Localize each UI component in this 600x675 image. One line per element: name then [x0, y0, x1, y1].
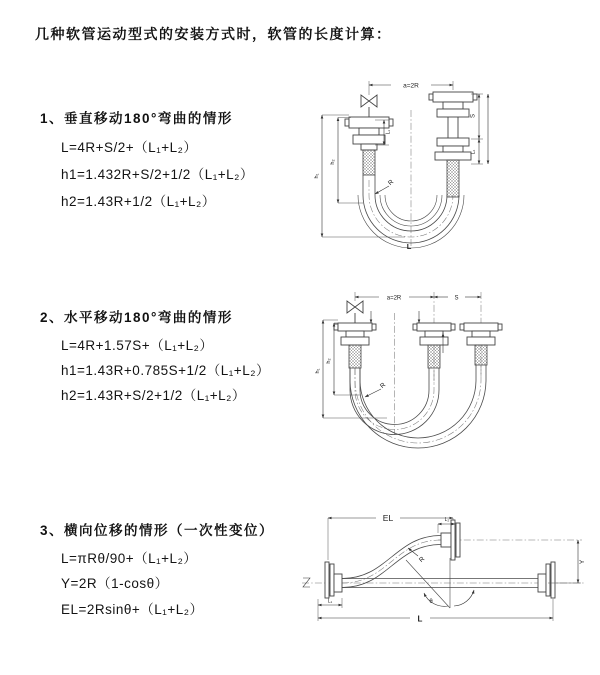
- label-h1: h₁: [315, 368, 321, 374]
- label-l: L: [406, 242, 412, 251]
- section-2-formula-h1: h1=1.43R+0.785S+1/2（L₁+L₂）: [61, 363, 270, 378]
- label-l: L: [417, 614, 423, 624]
- flange-left: [334, 323, 376, 368]
- braided-section-middle: [428, 345, 440, 368]
- section-3-formula-Y: Y=2R（1-cosθ）: [61, 576, 169, 591]
- label-l1: L₁: [327, 598, 333, 605]
- label-r: R: [417, 555, 427, 565]
- pipe-break-symbol: [303, 578, 310, 587]
- label-y: Y: [579, 559, 586, 565]
- section-1-formula-h2: h2=1.43R+1/2（L₁+L₂）: [61, 194, 216, 209]
- diagram-horizontal-bend: [305, 283, 595, 458]
- page-title: 几种软管运动型式的安装方式时，软管的长度计算：: [35, 26, 392, 42]
- dim-a2r: [369, 81, 453, 90]
- diagram-vertical-bend: [305, 70, 590, 265]
- braided-section-right: [475, 345, 487, 365]
- label-a2r: a=2R: [403, 82, 419, 90]
- section-2-formula-h2: h2=1.43R+S/2+1/2（L₁+L₂）: [61, 388, 246, 403]
- label-el: EL: [382, 513, 394, 523]
- label-l1: L₁: [385, 129, 392, 135]
- braided-section-left: [363, 150, 375, 175]
- dim-l1: [318, 598, 342, 608]
- section-3-formula-EL: EL=2Rsinθ+（L₁+L₂）: [61, 602, 204, 617]
- section-1-formula-L: L=4R+S/2+（L₁+L₂）: [61, 140, 198, 155]
- flange-left: [345, 117, 393, 175]
- dim-s: [434, 296, 481, 302]
- braided-section-left: [349, 345, 361, 368]
- section-1-formula-h1: h1=1.432R+S/2+1/2（L₁+L₂）: [61, 167, 254, 182]
- section-2-formula-L: L=4R+1.57S+（L₁+L₂）: [61, 338, 214, 353]
- label-l2: L₂: [444, 517, 450, 523]
- diagram-lateral-displacement: [298, 500, 598, 650]
- callout-r: [375, 178, 395, 194]
- callout-r: [365, 381, 387, 397]
- flange-left: [325, 562, 342, 598]
- section-3-heading: 3、横向位移的情形（一次性变位）: [40, 523, 275, 538]
- section-1-heading: 1、垂直移动180°弯曲的情形: [40, 111, 233, 126]
- label-h2: h₂: [326, 358, 332, 364]
- label-h1: h₁: [314, 173, 320, 179]
- label-theta: θ: [429, 599, 433, 605]
- flange-right: [460, 323, 502, 365]
- label-r: R: [378, 381, 388, 391]
- label-s: S: [470, 113, 477, 119]
- flange-upper: [441, 520, 460, 560]
- hose-u-bend-position2: [350, 365, 486, 448]
- flange-right-lower: [435, 138, 471, 197]
- label-s: S: [454, 295, 459, 302]
- label-a2r: a=2R: [386, 295, 402, 302]
- label-l2: L₂: [470, 149, 477, 155]
- dim-a2r: [355, 296, 434, 302]
- label-h2: h₂: [330, 159, 336, 165]
- section-3-formula-L: L=πRθ/90+（L₁+L₂）: [61, 551, 198, 566]
- dim-l: [318, 599, 553, 624]
- section-2-heading: 2、水平移动180°弯曲的情形: [40, 310, 233, 325]
- dim-h2: [330, 118, 363, 204]
- callout-r: [408, 548, 426, 564]
- braided-section-right: [447, 160, 459, 197]
- valve-icon: [361, 81, 377, 117]
- dim-el: [328, 513, 453, 560]
- flange-right: [538, 562, 555, 598]
- flange-middle: [413, 323, 455, 368]
- label-r: R: [386, 178, 396, 188]
- valve-icon: [347, 292, 363, 323]
